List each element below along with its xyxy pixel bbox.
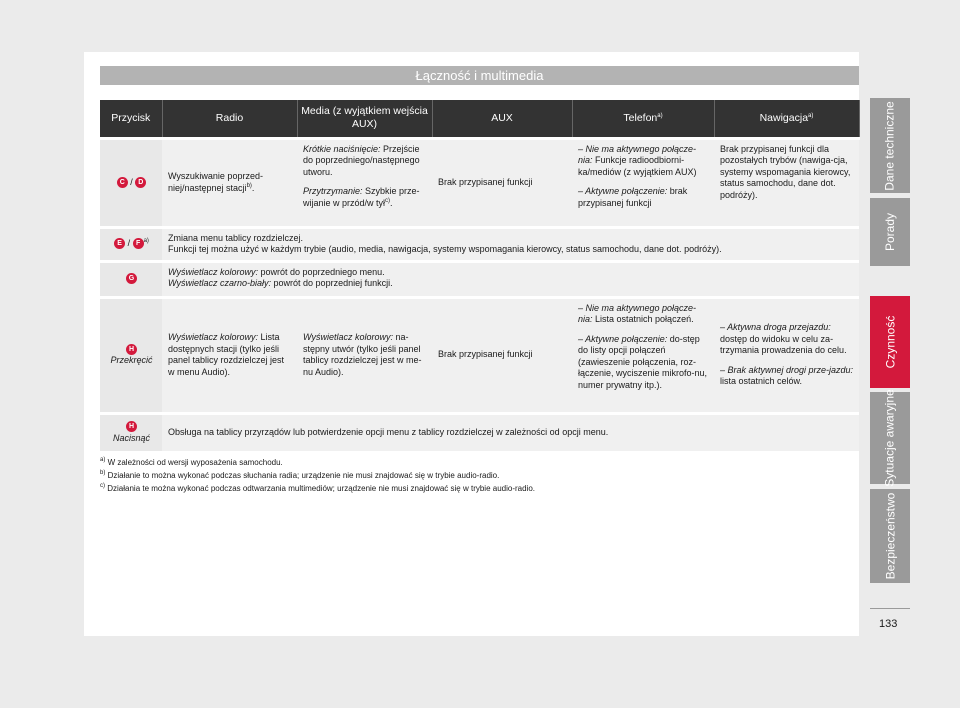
button-d-icon: D <box>135 177 146 188</box>
button-h-icon: H <box>126 344 137 355</box>
col-header-nawigacja: Nawigacja$^{a)}$ <box>714 100 859 138</box>
key-cell: E / F $^{a)}$ <box>100 227 162 261</box>
aux-cell: Brak przypisanej funkcji <box>432 297 572 413</box>
page-header: Łączność i multimedia <box>100 66 859 85</box>
telefon-cell: – Nie ma aktywnego połącze-nia: Funkcje radioodbiorni-ka/mediów (z wyjątkiem AUX) – Aktywne połączenie: brak przypisanej funkcji <box>572 138 714 227</box>
button-f-icon: F <box>133 238 144 249</box>
controls-table <box>100 100 860 451</box>
col-header-radio: Radio <box>162 100 297 138</box>
col-header-przycisk: Przycisk <box>100 100 162 138</box>
button-h-icon: H <box>126 421 137 432</box>
table-row <box>100 227 859 261</box>
nawigacja-cell: – Aktywna droga przejazdu: dostęp do widoku w celu za-trzymania prowadzenia do celu. – Brak aktywnej drogi prze-jazdu: lista ostatnich celów. <box>714 297 859 413</box>
button-c-icon: C <box>117 177 128 188</box>
radio-cell: Wyszukiwanie poprzed-niej/następnej stacji$^{b)}$. <box>162 138 297 227</box>
button-g-icon: G <box>126 273 137 284</box>
table-row <box>100 138 859 227</box>
telefon-cell: – Nie ma aktywnego połącze-nia: Lista ostatnich połączeń. – Aktywne połączenie: do-stęp do listy opcji połączeń (zawieszenie połączenia, roz-łączenie, wyciszenie mikrofo-nu, numer prywatny itp.). <box>572 297 714 413</box>
col-header-aux: AUX <box>432 100 572 138</box>
key-cell: C / D <box>100 138 162 227</box>
table-row <box>100 413 859 451</box>
col-header-telefon: Telefon$^{a)}$ <box>572 100 714 138</box>
key-cell: H Nacisnąć <box>100 413 162 451</box>
description-cell: Zmiana menu tablicy rozdzielczej. Funkcji tej można użyć w każdym trybie (audio, media, nawigacja, systemy wspomagania kierowcy, status samochodu, dane dot. podróży). <box>162 227 859 261</box>
tab-dane-techniczne[interactable]: Dane techniczne <box>870 98 910 193</box>
media-cell: Krótkie naciśnięcie: Przejście do poprzedniego/następnego utworu. Przytrzymanie: Szybkie prze-wijanie w przód/w tył$^{c)}$. <box>297 138 432 227</box>
key-cell: H Przekręcić <box>100 297 162 413</box>
page-number: 133 <box>879 618 898 630</box>
table-row <box>100 261 859 297</box>
tab-czynnosc[interactable]: Czynność <box>870 296 910 388</box>
tab-bezpieczenstwo[interactable]: Bezpieczeństwo <box>870 489 910 583</box>
footnote: $^{a)}$ W zależności od wersji wyposażenia samochodu. <box>100 457 283 467</box>
button-e-icon: E <box>114 238 125 249</box>
page-number-divider <box>870 608 910 609</box>
footnotes <box>100 456 859 495</box>
nawigacja-cell: Brak przypisanej funkcji dla pozostałych trybów (nawiga-cja, systemy wspomagania kierowcy, status samochodu, dane dot. podróży). <box>714 138 859 227</box>
footnote: $^{b)}$ Działanie to można wykonać podczas słuchania radia; urządzenie nie musi znajdować się w trybie audio-radio. <box>100 470 500 480</box>
footnote: $^{c)}$ Działania te można wykonać podczas odtwarzania multimediów; urządzenie nie musi znajdować się w trybie audio-radio. <box>100 483 535 493</box>
table-row <box>100 297 859 413</box>
media-cell: Wyświetlacz kolorowy: na-stępny utwór (tylko jeśli panel tablicy rozdzielczej jest w me-nu Audio). <box>297 297 432 413</box>
aux-cell: Brak przypisanej funkcji <box>432 138 572 227</box>
tab-sytuacje-awaryjne[interactable]: Sytuacje awaryjne <box>870 392 910 484</box>
key-cell <box>100 261 162 297</box>
col-header-media: Media (z wyjątkiem wejścia AUX) <box>297 100 432 138</box>
description-cell: Obsługa na tablicy przyrządów lub potwierdzenie opcji menu z tablicy rozdzielczej w zależności od opcji menu. <box>162 413 859 451</box>
tab-porady[interactable]: Porady <box>870 198 910 266</box>
radio-cell: Wyświetlacz kolorowy: Lista dostępnych stacji (tylko jeśli panel tablicy rozdzielczej jest w menu Audio). <box>162 297 297 413</box>
description-cell: Wyświetlacz kolorowy: powrót do poprzedniego menu. Wyświetlacz czarno-biały: powrót do poprzedniej funkcji. <box>162 261 859 297</box>
table-header-row <box>100 100 859 138</box>
